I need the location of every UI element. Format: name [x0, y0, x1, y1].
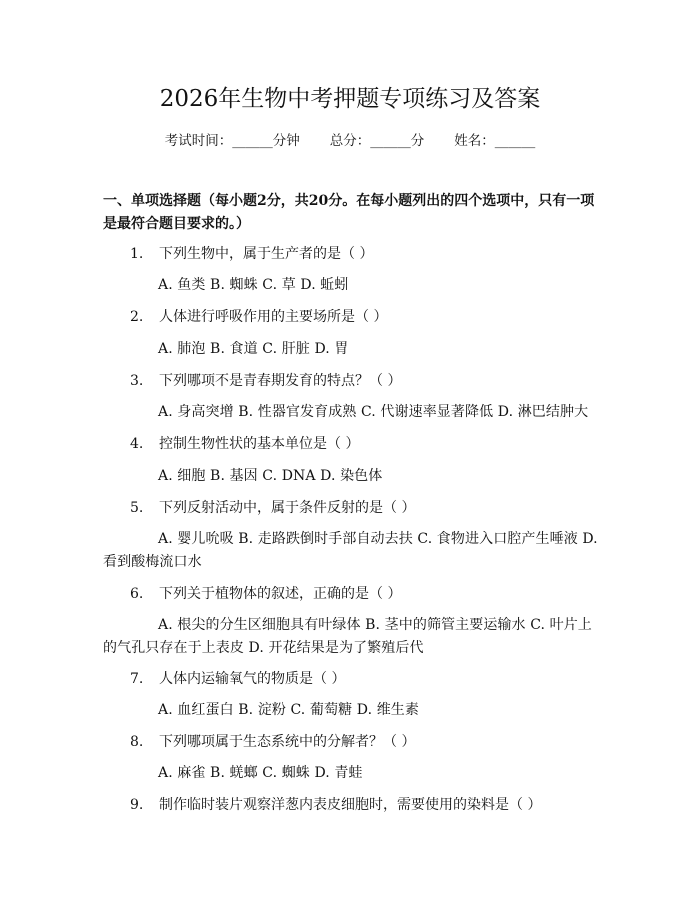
question-text: 人体进行呼吸作用的主要场所是（ ） — [159, 309, 388, 325]
question-number: 4. — [130, 436, 144, 452]
question-text: 下列生物中，属于生产者的是（ ） — [159, 246, 374, 262]
question-9 — [130, 794, 610, 817]
question-number: 5. — [130, 500, 144, 516]
question-3 — [130, 370, 610, 393]
question-6 — [130, 583, 610, 606]
name-field: 姓名：______ — [454, 133, 536, 149]
question-text: 人体内运输氧气的物质是（ ） — [159, 671, 346, 687]
question-number: 1. — [130, 246, 144, 262]
question-3-options: A. 身高突增 B. 性器官发育成熟 C. 代谢速率显著降低 D. 淋巴结肿大 — [158, 404, 589, 420]
question-8 — [130, 731, 610, 754]
question-2 — [130, 306, 610, 329]
question-text: 下列反射活动中，属于条件反射的是（ ） — [159, 500, 416, 516]
question-text: 控制生物性状的基本单位是（ ） — [159, 436, 360, 452]
total-score-field: 总分：______分 — [329, 133, 425, 149]
question-8-options: A. 麻雀 B. 蜣螂 C. 蜘蛛 D. 青蛙 — [158, 765, 363, 781]
question-7-options: A. 血红蛋白 B. 淀粉 C. 葡萄糖 D. 维生素 — [158, 702, 419, 718]
exam-meta-line — [0, 131, 700, 151]
question-number: 8. — [130, 734, 144, 750]
question-4 — [130, 433, 610, 456]
question-4-options: A. 细胞 B. 基因 C. DNA D. 染色体 — [158, 468, 383, 484]
question-number: 9. — [130, 797, 144, 813]
question-1-options: A. 鱼类 B. 蜘蛛 C. 草 D. 蚯蚓 — [158, 277, 349, 293]
question-text: 制作临时装片观察洋葱内表皮细胞时，需要使用的染料是（ ） — [159, 797, 542, 813]
question-text: 下列关于植物体的叙述，正确的是（ ） — [159, 586, 402, 602]
question-number: 2. — [130, 309, 144, 325]
question-text: 下列哪项属于生态系统中的分解者？（ ） — [159, 734, 416, 750]
question-5 — [130, 497, 610, 520]
page-title: 2026年生物中考押题专项练习及答案 — [159, 86, 541, 112]
question-number: 7. — [130, 671, 144, 687]
question-text: 下列哪项不是青春期发育的特点？（ ） — [159, 373, 402, 389]
question-7 — [130, 668, 610, 691]
section-heading: 一、单项选择题（每小题2分，共20分。在每小题列出的四个选项中，只有一项是最符合题目要求的。） — [103, 193, 595, 232]
exam-time-field: 考试时间：______分钟 — [164, 133, 300, 149]
question-number: 3. — [130, 373, 144, 389]
question-number: 6. — [130, 586, 144, 602]
question-1 — [130, 243, 610, 266]
question-2-options: A. 肺泡 B. 食道 C. 肝脏 D. 胃 — [158, 341, 349, 357]
question-6-options: A. 根尖的分生区细胞具有叶绿体 B. 茎中的筛管主要运输水 C. 叶片上的气孔只存在于上表皮 D. 开花结果是为了繁殖后代 — [103, 617, 592, 656]
question-5-options: A. 婴儿吮吸 B. 走路跌倒时手部自动去扶 C. 食物进入口腔产生唾液 D. 看到酸梅流口水 — [103, 531, 598, 570]
